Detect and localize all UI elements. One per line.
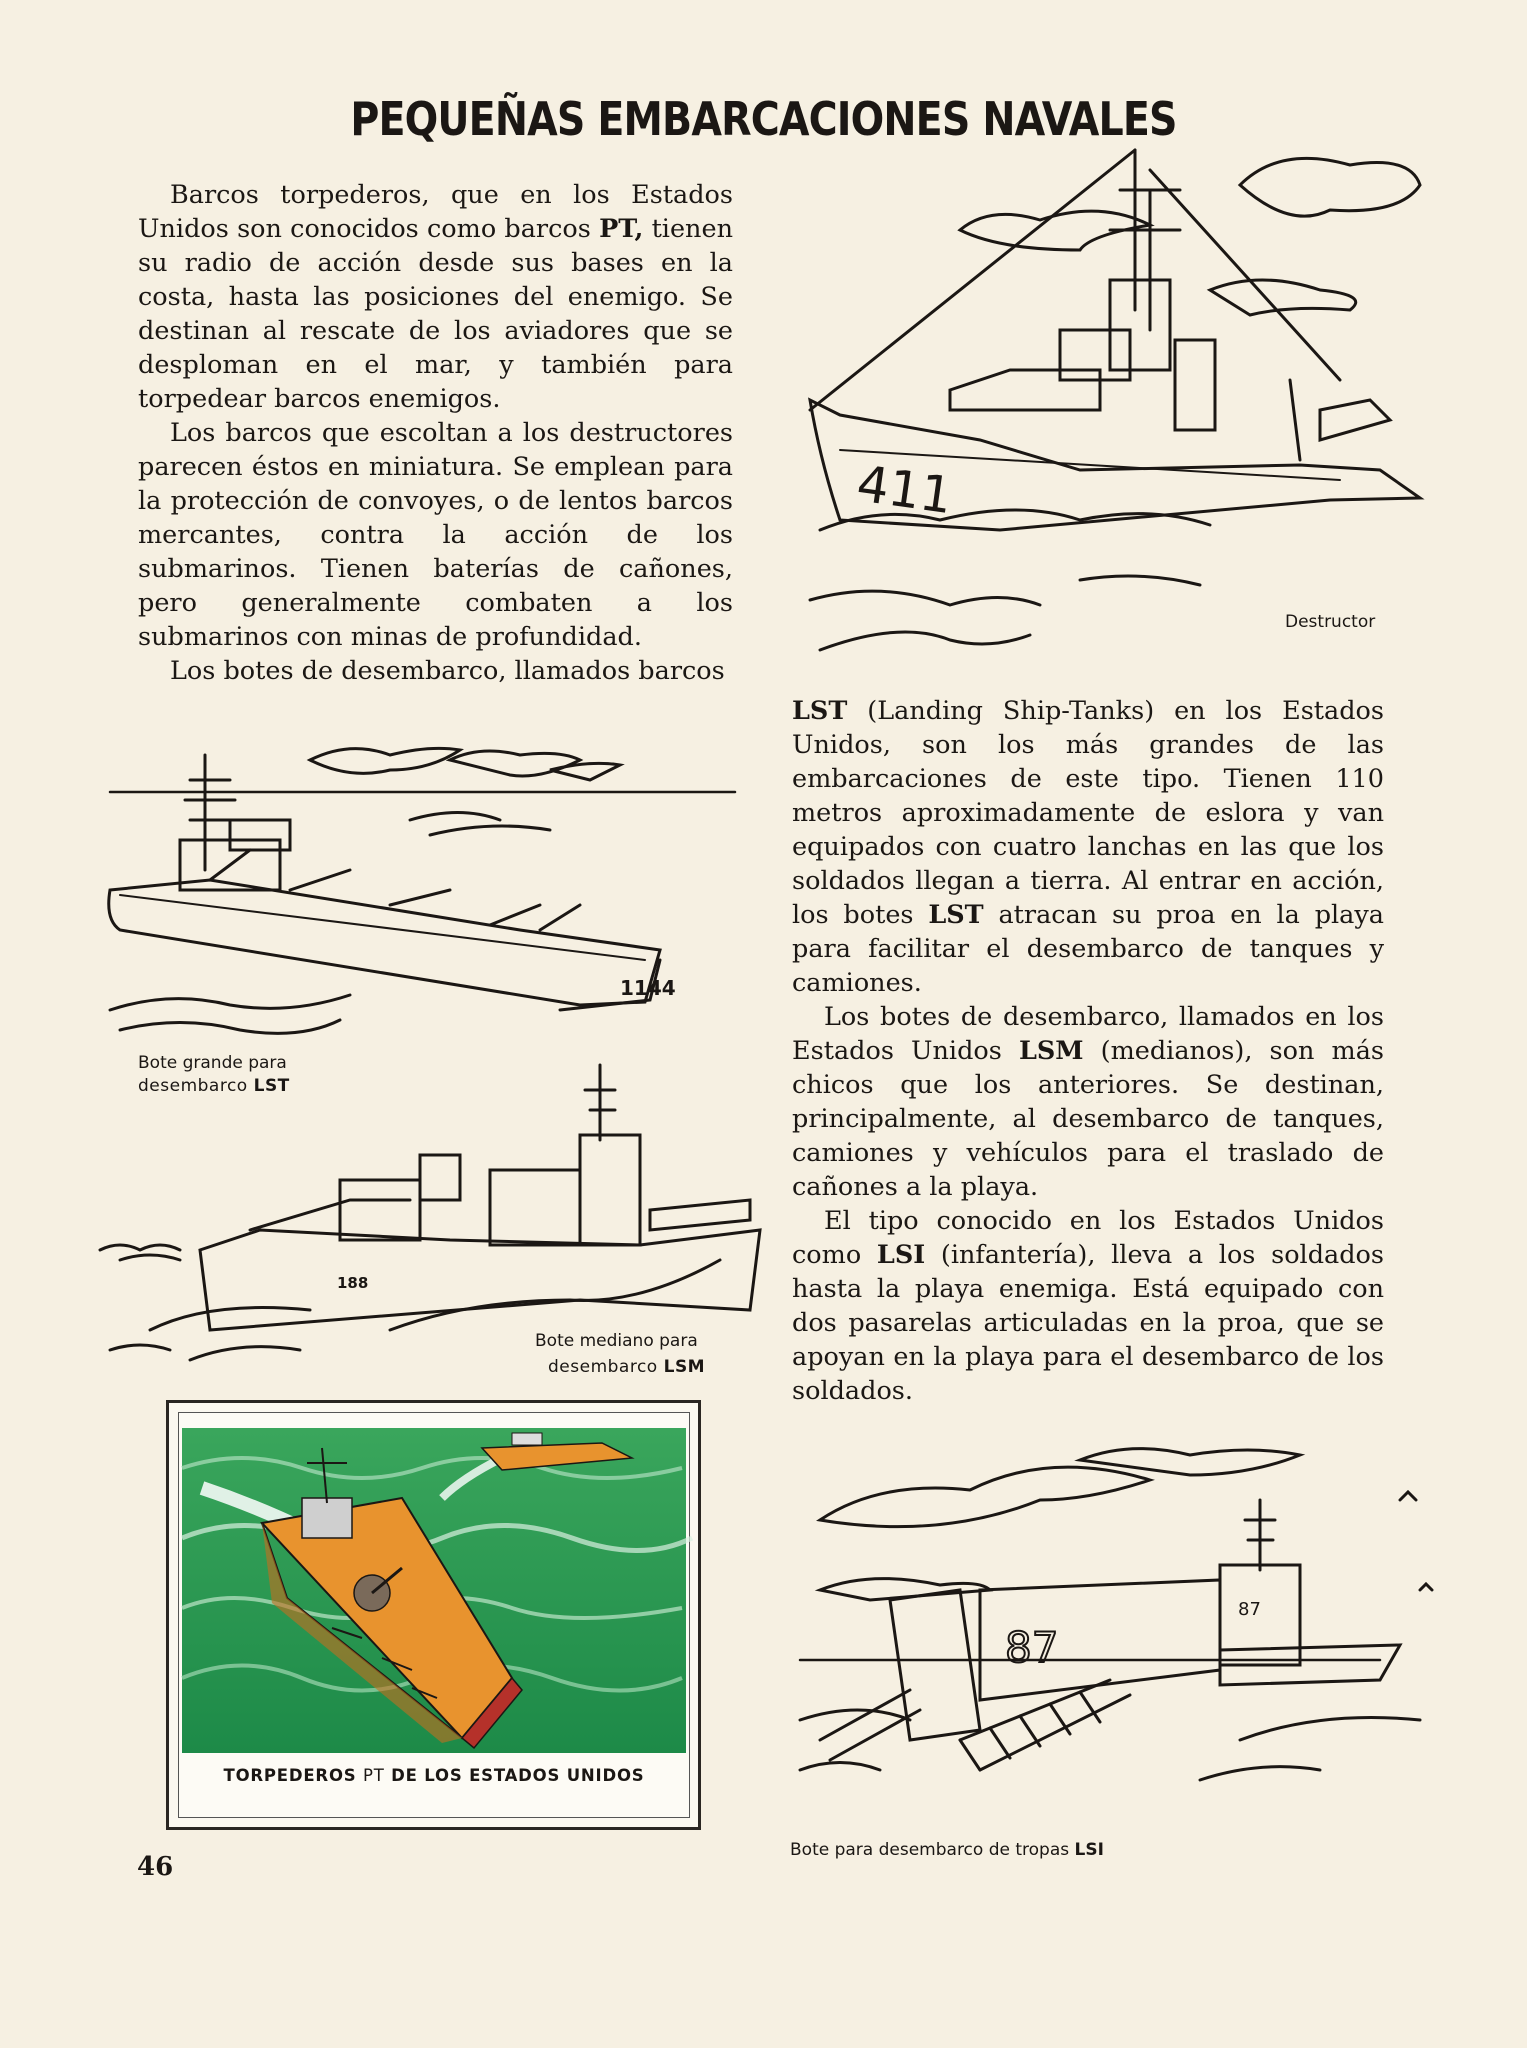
paragraph-escorts: Los barcos que escoltan a los destructores parecen éstos en miniatura. Se emplean para la protección de convoyes, o de lentos barcos mercantes, contra la acción de los submarinos. Tienen baterías de cañones, pero generalmente combaten a los submarinos con minas de profundidad. [138, 418, 733, 652]
page-title: PEQUEÑAS EMBARCACIONES NAVALES [350, 92, 1177, 146]
text-span: Barcos torpederos, que en los Estados Unidos son conocidos como barcos [138, 180, 733, 244]
destructor-hull-number: 411 [853, 454, 956, 526]
stamp-caption-text: TORPEDEROS [223, 1766, 363, 1785]
destructor-caption: Destructor [1285, 612, 1376, 632]
text-span: (Landing Ship-Tanks) en los Estados Unidos, son los más grandes de las embarcaciones de este tipo. Tienen 110 metros aproximadamente de eslora y van equipados con cuatro lanchas en las que los soldados llegan a tierra. Al entrar en acción, los botes [792, 696, 1384, 930]
caption-text: Bote para desembarco de tropas [790, 1840, 1075, 1860]
lsm-illustration [90, 1060, 770, 1380]
lsi-caption [790, 1840, 1104, 1860]
text-span: tienen su radio de acción desde sus bases en la costa, hasta las posiciones del enemigo. Se destinan al rescate de los aviadores que se desploman en el mar, y también para torpedear barcos enemigos. [138, 214, 733, 414]
bold-term-pt: PT, [599, 214, 644, 244]
paragraph-lsi [792, 1204, 1384, 1408]
bold-term-lst: LST [792, 696, 848, 726]
text-span: (infantería), lleva a los soldados hasta la playa enemiga. Está equipado con dos pasarelas articuladas en la proa, que se apoyan en la playa para el desembarco de los soldados. [792, 1240, 1384, 1406]
caption-text: desembarco [138, 1076, 254, 1096]
lsi-illustration [780, 1440, 1480, 1860]
caption-bold: LSM [663, 1357, 706, 1377]
bold-term-lsi: LSI [876, 1240, 926, 1270]
lsm-hull-number: 188 [337, 1274, 369, 1292]
destructor-illustration [780, 130, 1480, 670]
stamp-caption-light: PT [363, 1766, 385, 1785]
text-span: atracan su proa en la playa para facilitar el desembarco de tanques y camiones. [792, 900, 1384, 998]
pt-boat-stamp-picture [182, 1428, 686, 1753]
lsm-caption-line1: Bote mediano para [535, 1331, 698, 1351]
caption-text: desembarco [548, 1357, 664, 1377]
lst-caption-line1: Bote grande para [138, 1053, 287, 1073]
text-span: El tipo conocido en los Estados Unidos como [792, 1206, 1384, 1270]
lst-hull-number: 1144 [620, 976, 676, 1000]
left-column-text [138, 178, 733, 688]
caption-bold: LST [253, 1076, 290, 1096]
page-number: 46 [137, 1852, 174, 1882]
caption-bold: LSI [1074, 1840, 1104, 1860]
text-span: Los botes de desembarco, llamados en los Estados Unidos [792, 1002, 1384, 1066]
right-column-text [792, 694, 1384, 1408]
paragraph-lst [792, 694, 1384, 1000]
lsi-hull-number: 87 [1005, 1623, 1059, 1672]
bold-term-lsm: LSM [1018, 1036, 1084, 1066]
paragraph-pt-boats [138, 178, 733, 416]
bold-term-lst: LST [928, 900, 984, 930]
text-span: (medianos), son más chicos que los anteriores. Se destinan, principalmente, al desembarco de tanques, camiones y vehículos para el traslado de cañones a la playa. [792, 1036, 1384, 1202]
stamp-caption-text: DE LOS ESTADOS UNIDOS [384, 1766, 645, 1785]
lsm-caption-line2 [548, 1356, 705, 1378]
paragraph-landing-start: Los botes de desembarco, llamados barcos [170, 656, 725, 686]
lst-illustration [90, 730, 770, 1073]
paragraph-lsm [792, 1000, 1384, 1204]
stamp-caption [180, 1766, 688, 1785]
svg-text:87: 87 [1238, 1599, 1261, 1620]
